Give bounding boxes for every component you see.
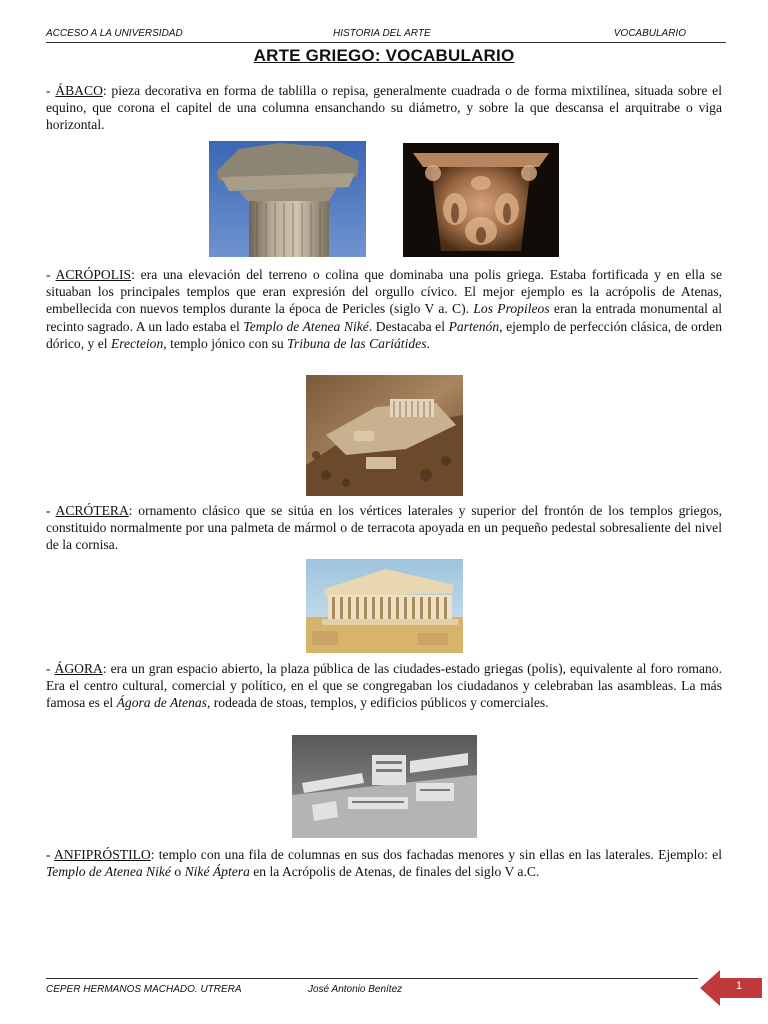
- entry-text: , templo jónico con su: [163, 335, 288, 351]
- entry-agora: [46, 660, 722, 712]
- term-agora: ÁGORA: [54, 661, 103, 676]
- term-acropolis: ACRÓPOLIS: [55, 267, 132, 282]
- corinthian-capital-photo: [403, 143, 559, 257]
- term-anfiprostilo: ANFIPRÓSTILO: [54, 847, 151, 862]
- entry-text: : era una elevación del terreno o colina que dominaba una polis griega. Estaba fortificada y en ella se situaban los principales templos que eran expresión del orgullo cívico. El mejor ejemplo es la acrópolis de Atenas, embellecida con nuevos templos durante la época de Pericles (siglo V a. C).: [46, 267, 722, 317]
- entry-abaco: [46, 82, 722, 134]
- entry-italic: Ágora de Atenas: [116, 695, 207, 711]
- entry-italic: Niké Áptera: [184, 864, 250, 880]
- header-center: HISTORIA DEL ARTE: [333, 28, 431, 39]
- page-header: [46, 28, 726, 43]
- entry-text: : templo con una fila de columnas en sus dos fachadas menores y sin ellas en las laterales. Ejemplo: el: [150, 847, 722, 862]
- entry-text: en la Acrópolis de Atenas, de finales del siglo V a.C.: [249, 864, 540, 880]
- entry-prefix: -: [46, 83, 56, 98]
- entry-italic: Erecteion: [110, 335, 164, 351]
- entry-italic: Los Propileos: [473, 301, 550, 317]
- entry-text: , ejemplo de perfección clásica, de orden dórico, y el: [46, 318, 723, 351]
- entry-text: : era un gran espacio abierto, la plaza pública de las ciudades-estado griegas (polis), equivalente al foro romano. Era el centro cultural, comercial y político, en el que se congregaban los ciudadanos y celebraban las asambleas. La más famosa es el: [46, 661, 722, 711]
- entry-prefix: -: [46, 847, 55, 862]
- entry-acrotera: [46, 502, 722, 554]
- entry-italic: Templo de Atenea Niké: [46, 864, 171, 880]
- entry-text: . Destacaba el: [368, 318, 449, 334]
- entry-italic: Tribuna de las Cariátides: [287, 335, 427, 351]
- entry-italic: Templo de Atenea Niké: [243, 318, 369, 334]
- page-number-badge: [700, 970, 762, 1006]
- parthenon-reconstruction-photo: [306, 559, 463, 653]
- doric-column-photo: [209, 141, 366, 257]
- entry-prefix: -: [46, 661, 55, 676]
- header-left: ACCESO A LA UNIVERSIDAD: [46, 28, 183, 39]
- entry-prefix: -: [46, 503, 56, 518]
- acropolis-photo: [306, 375, 463, 496]
- header-right: VOCABULARIO: [613, 28, 686, 39]
- footer-institution: CEPER HERMANOS MACHADO. UTRERA: [46, 984, 242, 995]
- entry-text: , rodeada de stoas, templos, y edificios públicos y comerciales.: [206, 695, 549, 711]
- entry-text: : ornamento clásico que se sitúa en los vértices laterales y superior del frontón de los templos griegos, constituido normalmente por una palmeta de mármol o de terracota apoyada en un pequeño pedestal sobresaliente del nivel de la cornisa.: [46, 503, 722, 553]
- entry-acropolis: [46, 266, 722, 352]
- entry-text: .: [426, 335, 430, 351]
- entry-text: eran la entrada monumental al recinto sagrado. A un lado estaba el: [46, 301, 723, 334]
- entry-anfiprostilo: [46, 846, 722, 880]
- page-number: 1: [735, 980, 743, 992]
- term-acrotera: ACRÓTERA: [55, 503, 129, 518]
- entry-italic: Partenón: [448, 318, 500, 334]
- entry-text: o: [170, 864, 185, 880]
- entry-prefix: -: [46, 267, 56, 282]
- page-footer: [46, 978, 698, 1001]
- agora-model-photo: [292, 735, 477, 838]
- page-title: ARTE GRIEGO: VOCABULARIO: [253, 46, 515, 65]
- term-abaco: ÁBACO: [55, 83, 103, 98]
- footer-author: José Antonio Benítez: [308, 984, 403, 995]
- entry-text: : pieza decorativa en forma de tablilla o repisa, generalmente cuadrada o de forma mixtilínea, situada sobre el equino, que corona el capitel de una columna ensanchando su diámetro, y sobre la que descansa el arquitrabe o viga horizontal.: [46, 83, 722, 133]
